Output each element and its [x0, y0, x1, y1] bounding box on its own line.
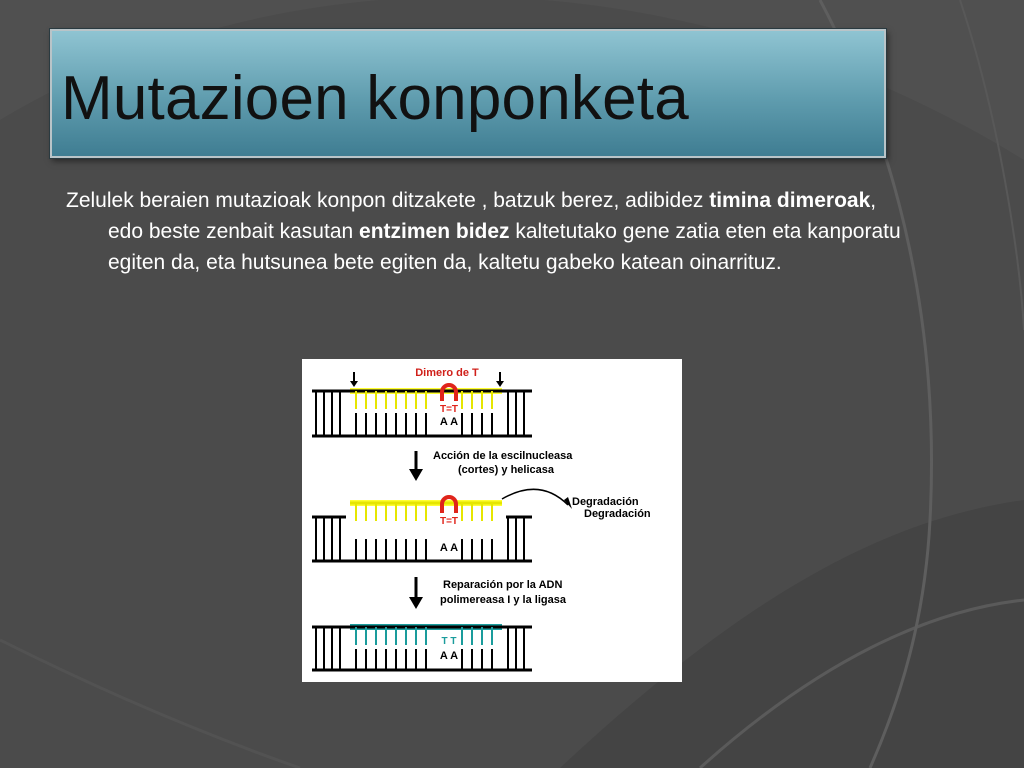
step-2-label-line-2: polimereasa I y la ligasa [440, 594, 566, 606]
step-1-label-line-1: Acción de la escilnucleasa [433, 450, 573, 462]
cut-arrow-left [350, 381, 358, 387]
repaired-bases: T T [441, 636, 457, 647]
body-bold-timina: timina dimeroak [709, 189, 871, 212]
process-arrow-2 [409, 597, 423, 609]
dimer-label: Dimero de T [415, 367, 479, 379]
degradation-arrow [502, 489, 568, 505]
body-text-part-2: , edo beste zenbait kasutan [108, 189, 877, 243]
base-pairs-2 [316, 517, 524, 561]
body-text-part-1: Zelulek beraien mutazioak konpon ditzakete , batzuk berez, adibidez [66, 189, 710, 212]
body-bold-entzimen: entzimen bidez [359, 220, 510, 243]
dimer-bases-1: T=T [439, 404, 459, 415]
paired-bases-1: A A [439, 416, 459, 428]
paired-bases-3: A A [439, 650, 459, 662]
stage-2-dna [312, 489, 651, 561]
degradation-label-1: Degradación [572, 496, 639, 508]
body-paragraph [66, 185, 908, 278]
title-box [50, 29, 886, 158]
paired-bases-2: A A [439, 542, 459, 554]
step-1-label-line-2: (cortes) y helicasa [458, 464, 554, 476]
step-2-label-line-1: Reparación por la ADN [443, 579, 563, 591]
page-title: Mutazioen konponketa [61, 64, 689, 133]
cut-arrow-right [496, 381, 504, 387]
stage-1-dna [312, 367, 532, 436]
degradation-label-2: Degradación [584, 508, 651, 520]
process-arrow-1 [409, 469, 423, 481]
dna-repair-diagram [302, 359, 682, 682]
stage-3-dna [312, 624, 532, 670]
dimer-bases-2: T=T [439, 516, 459, 527]
body-text-part-3: kaltetutako gene zatia eten eta kanporatu egiten da, eta hutsunea bete egiten da, kaltetu gabeko katean oinarrituz. [108, 220, 901, 274]
